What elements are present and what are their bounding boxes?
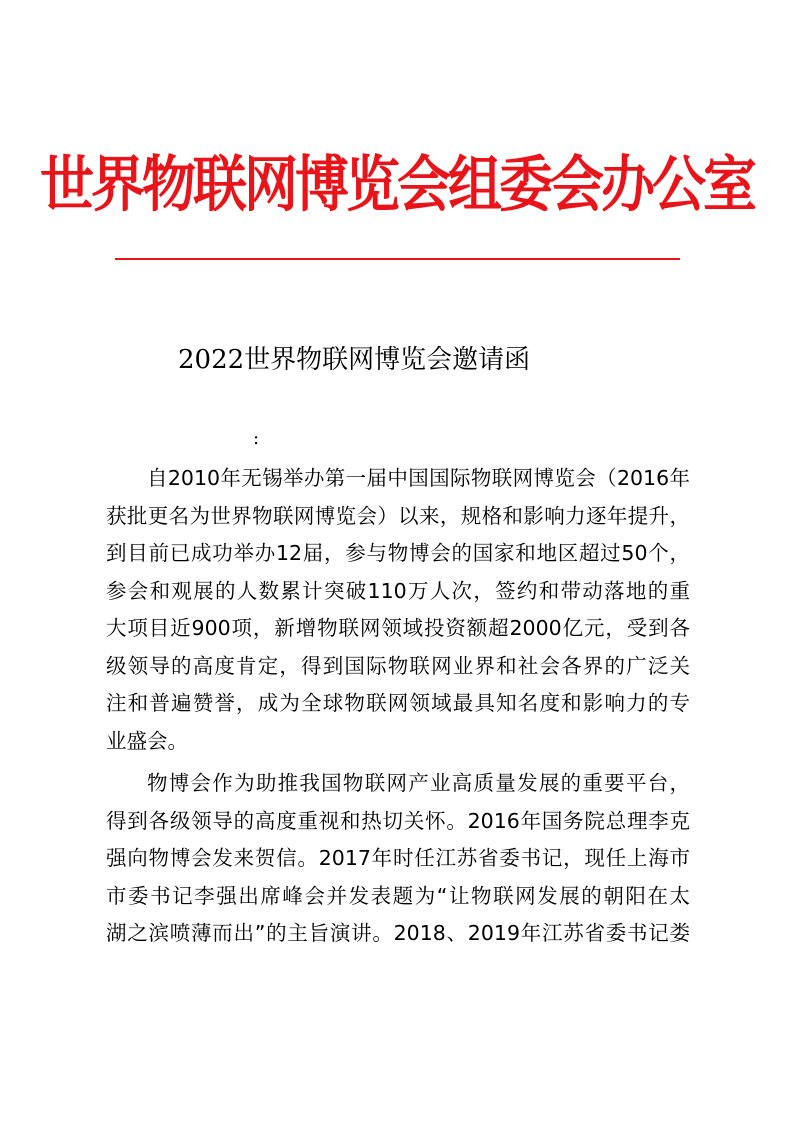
document-title: 2022世界物联网博览会邀请函 [178,345,531,375]
paragraph-2 [106,765,690,953]
paragraph-line: 湖之滨喷薄而出”的主旨演讲。2018、2019年江苏省委书记娄 [106,921,690,945]
paragraph-line: 强向物博会发来贺信。2017年时任江苏省委书记，现任上海市 [106,846,690,870]
letterhead-red-rule [115,258,680,260]
paragraph-line: 物博会作为助推我国物联网产业高质量发展的重要平台， [147,771,690,795]
paragraph-line: 市委书记李强出席峰会并发表题为“让物联网发展的朝阳在太 [106,883,690,908]
paragraph-line: 注和普遍赞誉，成为全球物联网领域最具知名度和影响力的专 [106,691,690,715]
body-text [106,460,690,953]
salutation: : [253,428,260,449]
paragraph-1 [106,460,690,760]
paragraph-line: 获批更名为世界物联网博览会）以来，规格和影响力逐年提升， [106,503,690,528]
paragraph-line: 到目前已成功举办12届，参与物博会的国家和地区超过50个， [106,541,690,565]
paragraph-line: 自2010年无锡举办第一届中国国际物联网博览会（2016年 [147,466,690,490]
paragraph-line: 业盛会。 [106,728,188,753]
paragraph-line: 得到各级领导的高度重视和热切关怀。2016年国务院总理李克 [106,808,690,833]
paragraph-line: 参会和观展的人数累计突破110万人次，签约和带动落地的重 [106,578,690,603]
paragraph-line: 级领导的高度肯定，得到国际物联网业界和社会各界的广泛关 [106,653,690,678]
letterhead-org-name: 世界物联网博览会组委会办公室 [40,149,754,220]
paragraph-line: 大项目近900项，新增物联网领域投资额超2000亿元，受到各 [106,616,690,640]
